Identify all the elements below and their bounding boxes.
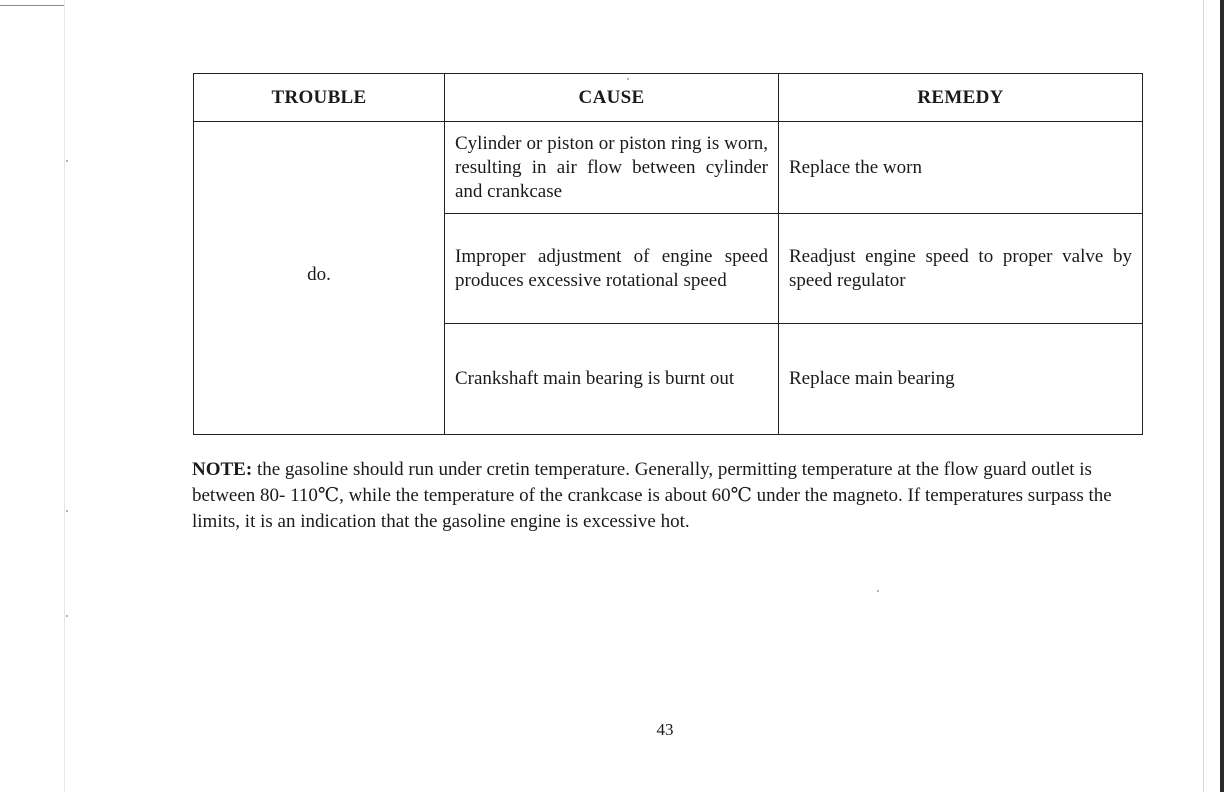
scan-speck [66,615,68,617]
table-row [194,122,1143,214]
scan-speck [66,160,68,162]
remedy-cell: Replace main bearing [779,324,1143,435]
scan-page-edge-left [64,0,65,792]
note-label: NOTE: [192,459,253,480]
scan-page-edge-inner [1203,0,1204,792]
page-number: 43 [656,720,674,739]
troubleshooting-table [193,73,1143,435]
header-trouble: TROUBLE [194,74,445,122]
cause-cell: Improper adjustment of engine speed produces excessive rotational speed [445,214,779,324]
table-header-row [194,74,1143,122]
trouble-cell: do. [194,122,445,435]
cause-cell: Cylinder or piston or piston ring is worn, resulting in air flow between cylinder and crankcase [445,122,779,214]
scan-edge-mark [0,5,64,6]
header-cause: CAUSE [445,74,779,122]
scan-speck [66,510,68,512]
note-text: the gasoline should run under cretin temperature. Generally, permitting temperature at the flow guard outlet is between 80- 110℃, while the temperature of the crankcase is about 60℃ under the magneto. If temperatures surpass the limits, it is an indication that the gasoline engine is excessive hot. [192,459,1112,532]
scan-page-edge-right [1220,0,1224,792]
scan-speck [877,590,879,592]
note-paragraph [192,457,1132,535]
header-remedy: REMEDY [779,74,1143,122]
remedy-cell: Readjust engine speed to proper valve by speed regulator [779,214,1143,324]
cause-cell: Crankshaft main bearing is burnt out [445,324,779,435]
remedy-cell: Replace the worn [779,122,1143,214]
